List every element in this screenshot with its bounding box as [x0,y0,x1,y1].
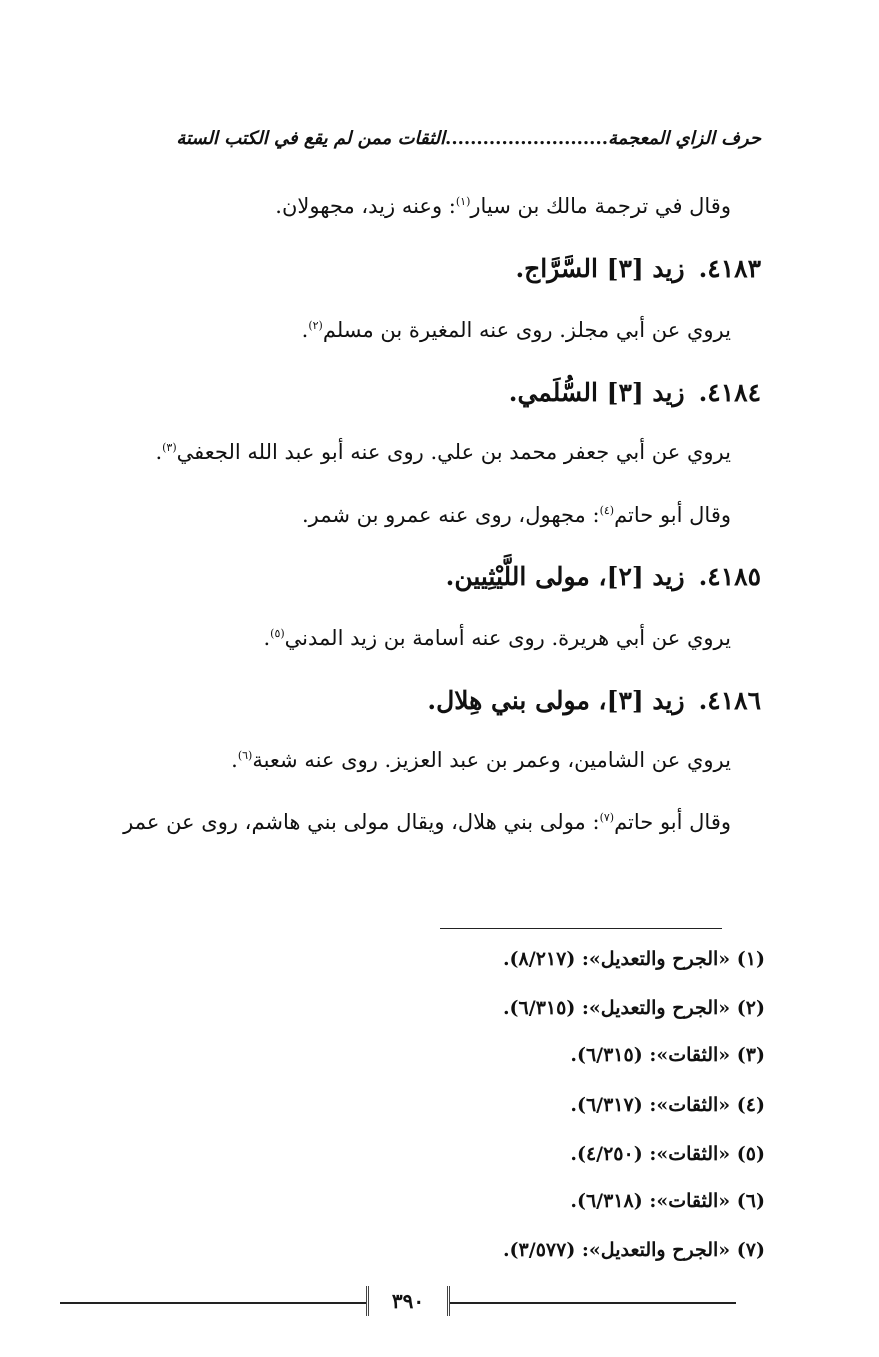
footnote-ref: (٢) [308,319,323,332]
page-number: ٣٩٠ [366,1286,450,1316]
text-tail: : مولى بني هلال، ويقال مولى بني هاشم، روى عن عمر [123,810,600,834]
text-line [231,748,731,772]
footnote: (٥) «الثقات»: (٤/٢٥٠). [570,1143,765,1165]
entry-number: ٤١٨٦. [698,686,761,715]
text-line [275,194,731,218]
entry-number: ٤١٨٤. [698,378,761,407]
text-line [155,440,731,464]
footnote: (٣) «الثقات»: (٦/٣١٥). [570,1044,765,1066]
entry-title: زيد [٣]، مولى بني هِلال. [427,686,685,715]
text-line [302,503,731,527]
text-tail: : مجهول، روى عنه عمرو بن شمر. [301,503,600,527]
footnote: (١) «الجرح والتعديل»: (٨/٢١٧). [502,948,765,970]
entry-heading [427,686,761,715]
entry-heading [515,254,761,283]
header-chapter: حرف الزاي المعجمة [607,128,761,149]
entry-title: زيد [٣] السُّلَمي. [508,378,685,407]
text-tail: : وعنه زيد، مجهولان. [275,194,456,218]
footnote-ref: (٤) [599,504,615,517]
text-body: وقال في ترجمة مالك بن سيار [470,194,731,218]
text-line [123,810,731,834]
text-body: يروي عن أبي مجلز. روى عنه المغيرة بن مسلم [322,318,731,342]
entry-title: زيد [٣] السَّرَّاج. [515,254,685,283]
text-tail: . [263,626,271,650]
footnote-ref: (٧) [599,811,615,824]
footnote: (٧) «الجرح والتعديل»: (٣/٥٧٧). [502,1239,765,1261]
text-tail: . [231,748,238,772]
entry-number: ٤١٨٣. [698,254,761,283]
footnote-separator [440,928,722,929]
text-body: وقال أبو حاتم [614,810,731,834]
footnote: (٤) «الثقات»: (٦/٣١٧). [570,1094,765,1116]
footnote: (٦) «الثقات»: (٦/٣١٨). [570,1190,765,1212]
header-book-title: الثقات ممن لم يقع في الكتب الستة [176,128,446,149]
entry-heading [509,378,761,407]
footnote-ref: (١) [455,195,471,208]
text-tail: . [301,318,309,342]
entry-heading [446,562,761,591]
text-body: يروي عن الشامين، وعمر بن عبد العزيز. روى عنه شعبة [252,748,731,772]
footnote: (٢) «الجرح والتعديل»: (٦/٣١٥). [502,997,765,1019]
entry-number: ٤١٨٥. [698,562,761,591]
text-line [263,626,731,650]
text-line [302,318,731,342]
footnote-ref: (٣) [162,441,177,454]
text-body: وقال أبو حاتم [614,503,731,527]
header-dots: .......................... [445,128,608,149]
text-tail: . [155,440,163,464]
text-body: يروي عن أبي جعفر محمد بن علي. روى عنه أبو عبد الله الجعفي [176,440,731,464]
footnote-ref: (٥) [270,627,285,640]
text-body: يروي عن أبي هريرة. روى عنه أسامة بن زيد المدني [284,626,731,650]
running-header [101,128,761,149]
footnote-ref: (٦) [237,749,253,762]
entry-title: زيد [٢]، مولى اللَّيْثِيين. [445,562,685,591]
